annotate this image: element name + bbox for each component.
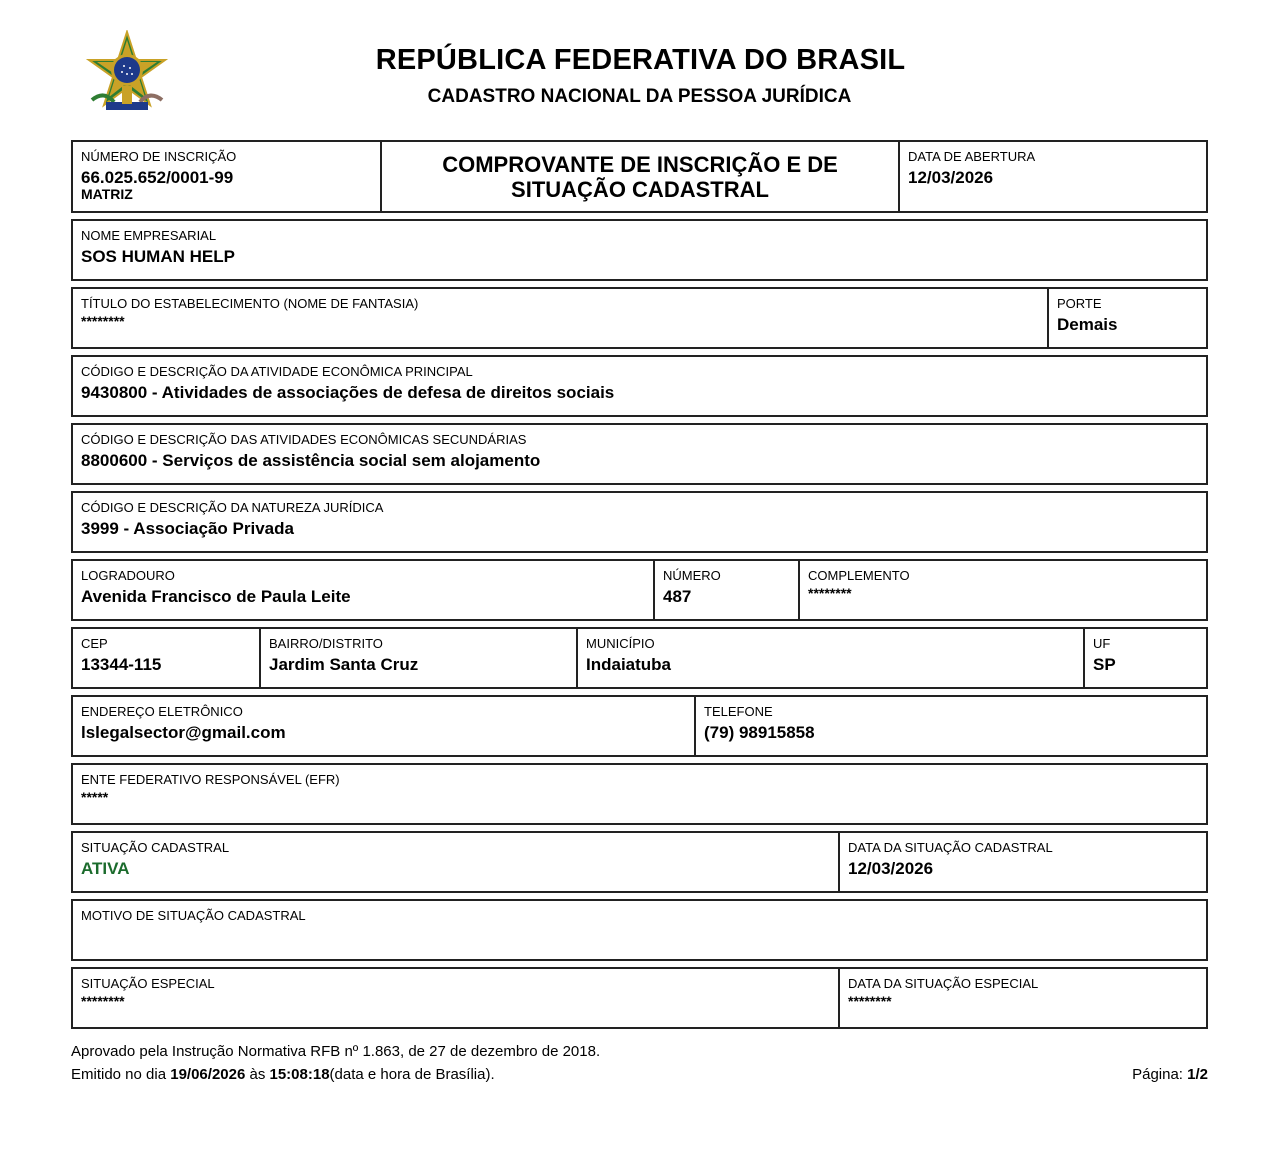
page-title: REPÚBLICA FEDERATIVA DO BRASIL	[375, 44, 906, 76]
situacao-especial-box	[71, 967, 840, 1029]
nome-empresarial-label: NOME EMPRESARIAL	[81, 228, 217, 243]
bairro-label: BAIRRO/DISTRITO	[269, 636, 383, 651]
footer-page	[1132, 1066, 1208, 1083]
atividade-principal-value: 9430800 - Atividades de associações de defesa de direitos sociais	[81, 383, 615, 402]
footer-page-label: Página:	[1132, 1066, 1188, 1083]
municipio-label: MUNICÍPIO	[586, 636, 655, 651]
titulo-label: TÍTULO DO ESTABELECIMENTO (NOME DE FANTASIA)	[81, 296, 419, 311]
footer-emitted-time: 15:08:18	[269, 1066, 330, 1083]
email-value: lslegalsector@gmail.com	[81, 723, 286, 742]
titulo-value: ********	[81, 313, 125, 329]
complemento-value: ********	[808, 585, 852, 601]
abertura-box	[898, 140, 1208, 213]
footer-page-value: 1/2	[1187, 1066, 1208, 1083]
email-box	[71, 695, 696, 757]
doc-title-line1: COMPROVANTE DE INSCRIÇÃO E DE	[442, 152, 838, 177]
logradouro-label: LOGRADOURO	[81, 568, 175, 583]
footer-emitted-prefix: Emitido no dia	[71, 1066, 171, 1083]
titulo-box	[71, 287, 1049, 349]
complemento-label: COMPLEMENTO	[808, 568, 910, 583]
natureza-juridica-box	[71, 491, 1208, 553]
efr-value: *****	[81, 789, 109, 805]
natureza-juridica-value: 3999 - Associação Privada	[81, 519, 294, 538]
efr-box	[71, 763, 1208, 825]
porte-box	[1047, 287, 1208, 349]
telefone-box	[694, 695, 1208, 757]
municipio-box	[576, 627, 1085, 689]
cep-box	[71, 627, 261, 689]
data-situacao-box	[838, 831, 1208, 893]
uf-box	[1083, 627, 1208, 689]
telefone-value: (79) 98915858	[704, 723, 815, 742]
footer-approved: Aprovado pela Instrução Normativa RFB nº 1.863, de 27 de dezembro de 2018.	[71, 1043, 601, 1060]
logradouro-box	[71, 559, 655, 621]
efr-label: ENTE FEDERATIVO RESPONSÁVEL (EFR)	[81, 772, 340, 787]
inscricao-type: MATRIZ	[81, 186, 133, 202]
footer-emitted	[71, 1066, 495, 1083]
data-situacao-especial-box	[838, 967, 1208, 1029]
atividades-secundarias-value: 8800600 - Serviços de assistência social sem alojamento	[81, 451, 541, 470]
cep-label: CEP	[81, 636, 108, 651]
situacao-label: SITUAÇÃO CADASTRAL	[81, 840, 230, 855]
logradouro-value: Avenida Francisco de Paula Leite	[81, 587, 351, 606]
nome-empresarial-box	[71, 219, 1208, 281]
inscricao-label: NÚMERO DE INSCRIÇÃO	[81, 149, 237, 164]
motivo-label: MOTIVO DE SITUAÇÃO CADASTRAL	[81, 908, 306, 923]
situacao-status-badge: ATIVA	[81, 859, 130, 878]
complemento-box	[798, 559, 1208, 621]
inscricao-number: 66.025.652/0001-99	[81, 168, 234, 187]
cep-value: 13344-115	[81, 655, 162, 674]
email-label: ENDEREÇO ELETRÔNICO	[81, 704, 243, 719]
data-situacao-especial-label: DATA DA SITUAÇÃO ESPECIAL	[848, 976, 1039, 991]
telefone-label: TELEFONE	[704, 704, 773, 719]
municipio-value: Indaiatuba	[586, 655, 672, 674]
numero-label: NÚMERO	[663, 568, 721, 583]
bairro-box	[259, 627, 578, 689]
doc-title-box	[380, 140, 900, 213]
numero-box	[653, 559, 800, 621]
porte-value: Demais	[1057, 315, 1118, 334]
data-situacao-label: DATA DA SITUAÇÃO CADASTRAL	[848, 840, 1053, 855]
data-situacao-value: 12/03/2026	[848, 859, 934, 878]
numero-value: 487	[663, 587, 692, 606]
natureza-juridica-label: CÓDIGO E DESCRIÇÃO DA NATUREZA JURÍDICA	[81, 500, 384, 515]
situacao-especial-value: ********	[81, 993, 125, 1009]
uf-label: UF	[1093, 636, 1111, 651]
data-situacao-especial-value: ********	[848, 993, 892, 1009]
page-subtitle: CADASTRO NACIONAL DA PESSOA JURÍDICA	[427, 86, 852, 107]
doc-title	[382, 152, 898, 202]
abertura-value: 12/03/2026	[908, 168, 994, 187]
atividades-secundarias-box	[71, 423, 1208, 485]
atividade-principal-box	[71, 355, 1208, 417]
porte-label: PORTE	[1057, 296, 1102, 311]
nome-empresarial-value: SOS HUMAN HELP	[81, 247, 235, 266]
bairro-value: Jardim Santa Cruz	[269, 655, 419, 674]
footer-emitted-date: 19/06/2026	[170, 1066, 246, 1083]
situacao-especial-label: SITUAÇÃO ESPECIAL	[81, 976, 215, 991]
situacao-box	[71, 831, 840, 893]
motivo-box	[71, 899, 1208, 961]
inscricao-box	[71, 140, 382, 213]
atividade-principal-label: CÓDIGO E DESCRIÇÃO DA ATIVIDADE ECONÔMICA PRINCIPAL	[81, 364, 473, 379]
uf-value: SP	[1093, 655, 1116, 674]
doc-title-line2: SITUAÇÃO CADASTRAL	[511, 177, 769, 202]
footer-emitted-suffix: (data e hora de Brasília).	[329, 1066, 495, 1083]
footer-emitted-mid: às	[245, 1066, 270, 1083]
abertura-label: DATA DE ABERTURA	[908, 149, 1036, 164]
atividades-secundarias-label: CÓDIGO E DESCRIÇÃO DAS ATIVIDADES ECONÔMICAS SECUNDÁRIAS	[81, 432, 527, 447]
